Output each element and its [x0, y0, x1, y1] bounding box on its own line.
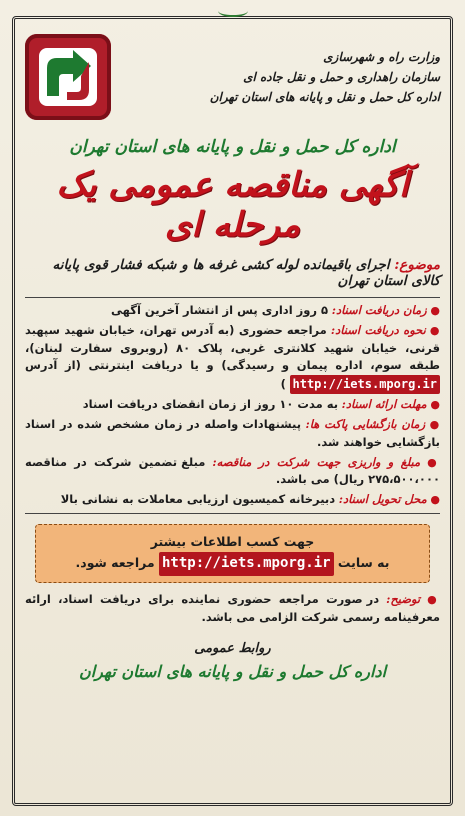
receipt-method-suffix: ): [280, 377, 286, 392]
receipt-time-value: ۵ روز اداری پس از انتشار آخرین آگهی: [111, 303, 329, 317]
ministry-name: وزارت راه و شهرسازی: [323, 50, 440, 64]
footer-office-name: اداره کل حمل و نقل و پایانه های استان تهران: [78, 661, 387, 681]
note-item: ● توضیح: در صورت مراجعه حضوری نماینده برای دریافت اسناد، ارائه معرفینامه رسمی شرکت الزامی می باشد.: [25, 591, 440, 624]
subject-line: [25, 257, 440, 289]
guarantee-amount-item: ● مبلغ و واریزی جهت شرکت در مناقصه: مبلغ تضمین شرکت در مناقصه ۲۷۵،۵۰۰،۰۰۰ ریال) می باشد.: [25, 454, 440, 487]
public-relations-label: روابط عمومی: [194, 640, 271, 656]
office-title: اداره کل حمل و نقل و پایانه های استان تهران: [69, 137, 396, 157]
divider: [25, 297, 440, 298]
opening-time-value: پیشنهادات واصله در زمان مشخص شده در اسناد بازگشایی خواهند شد.: [25, 416, 440, 449]
guarantee-amount-label: مبلغ و واریزی جهت شرکت در مناقصه:: [212, 454, 421, 469]
more-info-line: [44, 552, 421, 576]
subject-label: موضوع:: [394, 257, 440, 273]
more-info-suffix: مراجعه شود.: [75, 555, 155, 571]
guarantee-amount-value: مبلغ تضمین شرکت در مناقصه ۲۷۵،۵۰۰،۰۰۰ ریال) می باشد.: [25, 454, 440, 487]
receipt-method-item: ● نحوه دریافت اسناد: مراجعه حضوری (به آدرس تهران، خیابان شهید سپهبد قرنی، خیابان شهید کلانتری غربی، پلاک ۸۰ (روبروی سفارت لبنان)، طبقه سوم، اداره پیمان و رسیدگی) و یا دریافت اینترنتی (از آدرس http://iets.mporg.ir ): [25, 322, 440, 394]
opening-time-item: ● زمان بازگشایی پاکت ها: پیشنهادات واصله در زمان مشخص شده در اسناد بازگشایی خواهند شد.: [25, 416, 441, 449]
submission-deadline-value: به مدت ۱۰ روز از زمان انقضای دریافت اسناد: [82, 397, 339, 412]
footer: [25, 641, 440, 681]
delivery-location-label: محل تحویل اسناد:: [338, 492, 427, 507]
receipt-time-label: زمان دریافت اسناد:: [331, 303, 427, 317]
header-lines: [210, 44, 440, 110]
department-name: اداره کل حمل و نقل و پایانه های استان تهران: [209, 90, 440, 104]
tender-title: آگهی مناقصه عمومی یک مرحله ای: [56, 165, 409, 245]
more-info-heading: جهت کسب اطلاعات بیشتر: [150, 533, 315, 549]
note-text: در صورت مراجعه حضوری نماینده برای دریافت اسناد، ارائه معرفینامه رسمی شرکت الزامی می باشد.: [25, 591, 440, 624]
decorative-mark: [218, 5, 248, 17]
receipt-time-item: ● زمان دریافت اسناد: ۵ روز اداری پس از انتشار آخرین آگهی: [111, 303, 440, 317]
delivery-location-value: دبیرخانه کمیسیون ارزیابی معاملات به نشانی بالا: [60, 492, 336, 507]
divider: [25, 513, 440, 514]
more-info-box: [35, 524, 430, 583]
submission-deadline-label: مهلت ارائه اسناد:: [341, 397, 427, 412]
more-info-prefix: به سایت: [337, 555, 390, 571]
organization-name: سازمان راهداری و حمل و نقل جاده ای: [243, 70, 440, 84]
note-label: توضیح:: [386, 591, 421, 606]
rmto-logo-icon: [25, 34, 111, 120]
opening-time-label: زمان بازگشایی پاکت ها:: [305, 416, 426, 431]
receipt-method-label: نحوه دریافت اسناد:: [330, 322, 426, 337]
info-website-link[interactable]: http://iets.mporg.ir: [159, 552, 334, 576]
advertisement-frame: [12, 16, 453, 806]
delivery-location-item: ● محل تحویل اسناد: دبیرخانه کمیسیون ارزیابی معاملات به نشانی بالا: [60, 492, 440, 507]
subject-text: اجرای باقیمانده لوله کشی غرفه ها و شبکه فشار قوی پایانه کالای استان تهران: [52, 257, 440, 289]
receipt-method-value: مراجعه حضوری (به آدرس تهران، خیابان شهید سپهبد قرنی، خیابان شهید کلانتری غربی، پلاک ۸۰ (روبروی سفارت لبنان)، طبقه سوم، اداره پیمان و رسیدگی) و یا دریافت اینترنتی (از آدرس: [25, 322, 440, 373]
header: [25, 27, 440, 127]
tender-website-link[interactable]: http://iets.mporg.ir: [290, 375, 441, 394]
submission-deadline-item: ● مهلت ارائه اسناد: به مدت ۱۰ روز از زمان انقضای دریافت اسناد: [82, 397, 440, 412]
